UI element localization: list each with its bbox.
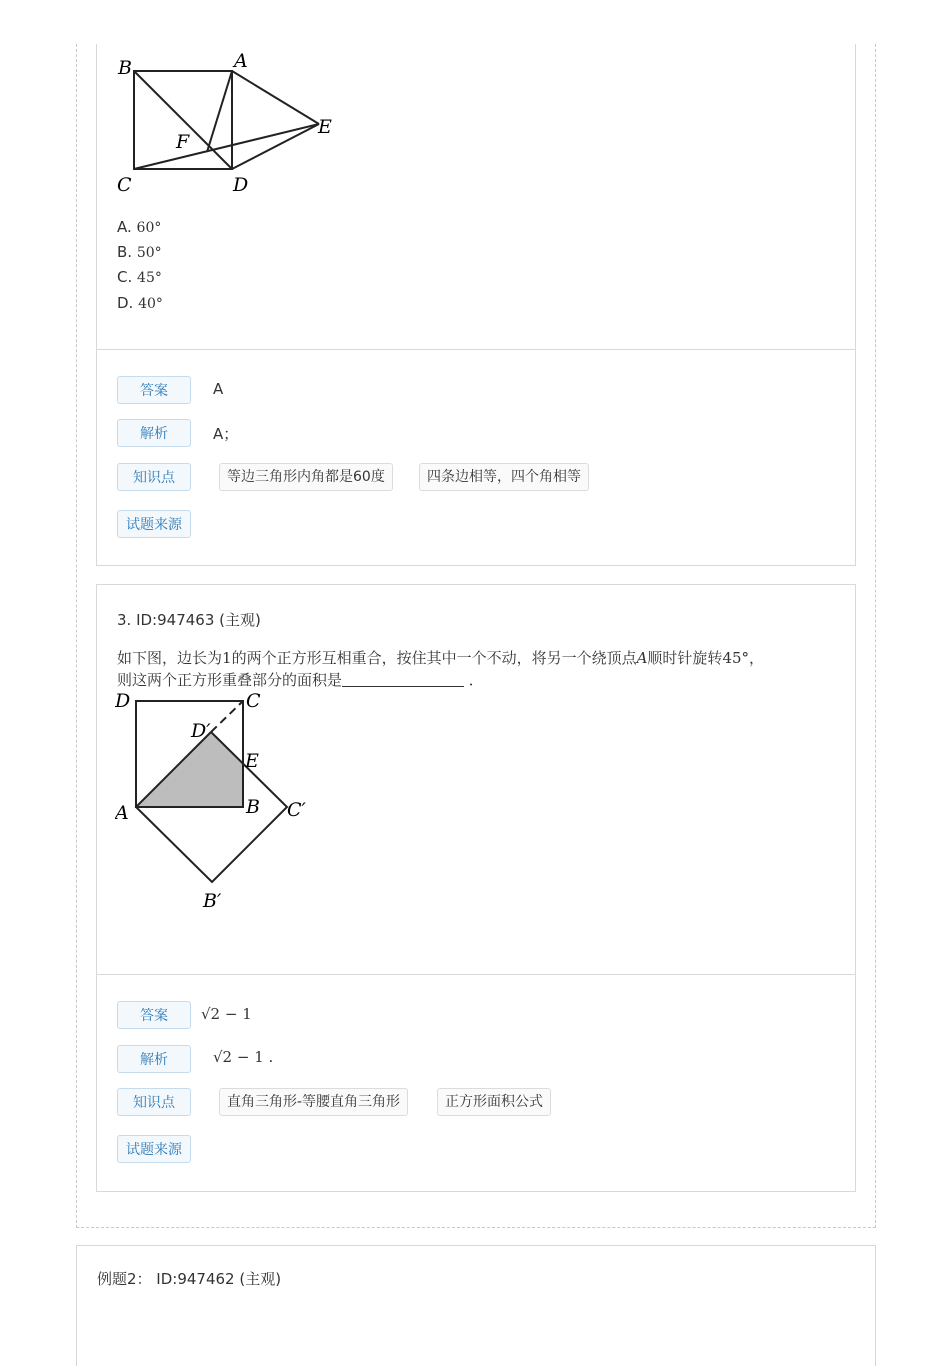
analysis-value: √2 − 1 . xyxy=(213,1048,274,1066)
answer-tag[interactable]: 答案 xyxy=(117,1001,191,1029)
rotated-squares-figure xyxy=(115,687,335,927)
source-tag[interactable]: 试题来源 xyxy=(117,510,191,538)
question-card-2 xyxy=(96,44,856,566)
knowledge-chip[interactable]: 正方形面积公式 xyxy=(437,1088,551,1116)
option-a: A. 60° xyxy=(117,218,162,236)
label-B: B xyxy=(246,796,260,818)
question-stem: 如下图，边长为1的两个正方形互相重合，按住其中一个不动，将另一个绕顶点A顺时针旋转45°， 则这两个正方形重叠部分的面积是 ． xyxy=(117,649,765,689)
example-card-2 xyxy=(76,1245,876,1366)
label-F: F xyxy=(176,131,190,153)
analysis-tag[interactable]: 解析 xyxy=(117,1045,191,1073)
label-B: B xyxy=(118,57,132,79)
option-c: C. 45° xyxy=(117,268,162,286)
knowledge-tag[interactable]: 知识点 xyxy=(117,463,191,491)
option-b: B. 50° xyxy=(117,243,162,261)
label-E: E xyxy=(318,116,332,138)
knowledge-chip[interactable]: 等边三角形内角都是60度 xyxy=(219,463,393,491)
answer-tag[interactable]: 答案 xyxy=(117,376,191,404)
question-title: 3. ID:947463 (主观) xyxy=(117,611,261,629)
answer-value: √2 − 1 xyxy=(201,1005,252,1023)
label-B-prime: B′ xyxy=(203,890,222,912)
analysis-tag[interactable]: 解析 xyxy=(117,419,191,447)
label-C-prime: C′ xyxy=(287,799,306,821)
answer-value: A xyxy=(213,380,224,398)
option-d: D. 40° xyxy=(117,294,163,312)
source-tag[interactable]: 试题来源 xyxy=(117,1135,191,1163)
label-A: A xyxy=(234,50,248,72)
label-C: C xyxy=(246,690,261,712)
knowledge-tag[interactable]: 知识点 xyxy=(117,1088,191,1116)
analysis-value: A； xyxy=(213,425,239,443)
knowledge-chip[interactable]: 四条边相等，四个角相等 xyxy=(419,463,589,491)
fill-blank xyxy=(342,670,464,687)
label-A: A xyxy=(115,802,129,824)
answer-area xyxy=(97,349,855,565)
square-triangle-figure xyxy=(115,50,345,200)
label-C: C xyxy=(117,174,132,196)
answer-area xyxy=(97,974,855,1191)
label-E: E xyxy=(245,750,259,772)
label-D-prime: D′ xyxy=(191,720,211,742)
label-D: D xyxy=(233,174,249,196)
knowledge-chip[interactable]: 直角三角形-等腰直角三角形 xyxy=(219,1088,408,1116)
label-D: D xyxy=(115,690,131,712)
example-title: 例题2： ID:947462 (主观) xyxy=(97,1270,282,1288)
question-card-3 xyxy=(96,584,856,1192)
